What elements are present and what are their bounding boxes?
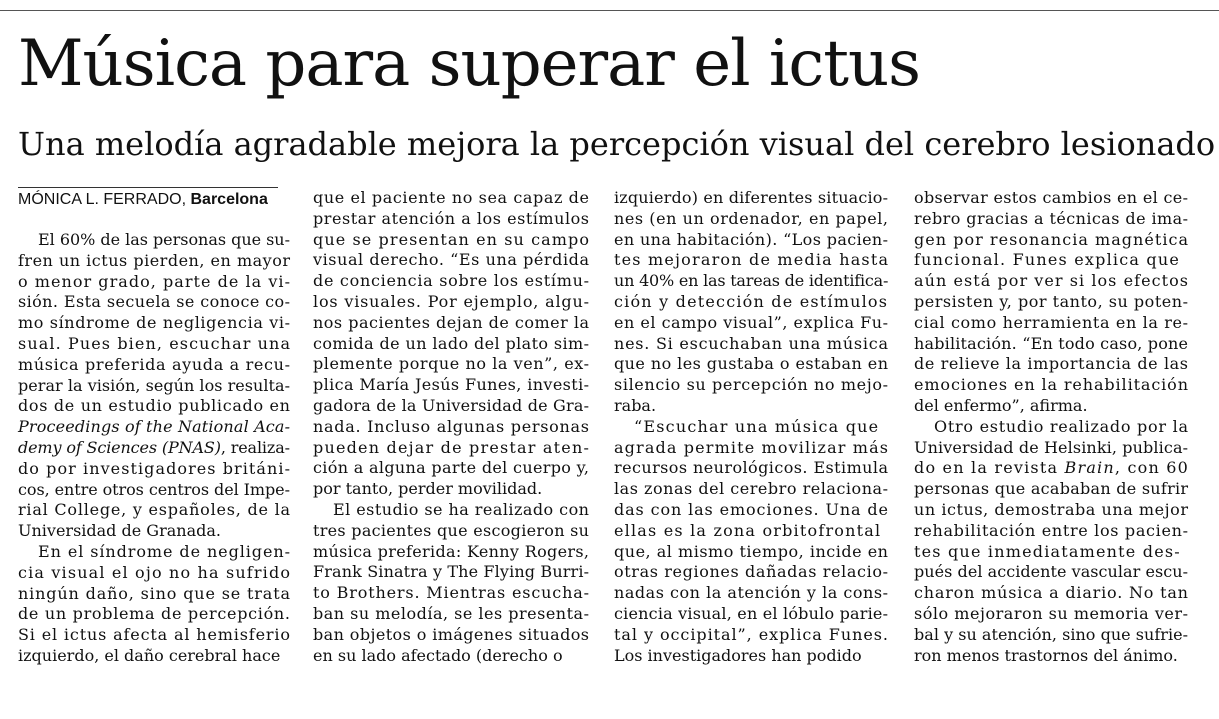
article-line: Frank Sinatra y The Flying Burri- (313, 562, 590, 582)
article-line: que el paciente no sea capaz de (313, 188, 590, 207)
article-line: ellas es la zona orbitofrontal (614, 520, 882, 540)
article-line: comida de un lado del plato sim- (313, 333, 590, 353)
article-line: las zonas del cerebro relaciona- (614, 479, 889, 499)
article-line: un ictus, demostraba una mejor (914, 499, 1189, 519)
byline (18, 188, 268, 212)
article-line: que no les gustaba o estaban en (614, 354, 889, 374)
article-line: raba. (614, 395, 657, 415)
article-line: “Escuchar una música que (634, 416, 880, 436)
article-line: to Brothers. Mientras escucha- (313, 583, 590, 603)
article-line: silencio su percepción no mejo- (614, 375, 889, 395)
article-line: tal y occipital”, explica Funes. (614, 624, 889, 644)
article-line: Otro estudio realizado por la (934, 416, 1189, 436)
article-line: perar la visión, según los resulta- (18, 375, 291, 395)
article-line: emociones en la rehabilitación (914, 375, 1189, 395)
article-line: ción y detección de estímulos (614, 291, 889, 311)
article-line: do por investigadores británi- (18, 458, 292, 478)
article-line: visual derecho. “Es una pérdida (313, 250, 590, 270)
article-line: tes que inmediatamente des- (914, 541, 1181, 561)
article-line: plica María Jesús Funes, investi- (313, 375, 590, 395)
article-line: que se presentan en su campo (313, 229, 591, 249)
article-line: nos pacientes dejan de comer la (313, 312, 590, 332)
article-line: Universidad de Helsinki, publica- (914, 437, 1189, 457)
article-line: rebro gracias a técnicas de ima- (914, 208, 1189, 228)
article-line: los visuales. Por ejemplo, algu- (313, 291, 590, 311)
article-line: del enfermo”, afirma. (914, 395, 1088, 415)
article-line: un 40% en las tareas de identifica- (614, 271, 889, 291)
article-line: Proceedings of the National Aca- (18, 417, 291, 437)
article-line: plemente porque no la ven”, ex- (313, 354, 590, 374)
article-line: do en la revista Brain, con 60 (914, 458, 1190, 478)
article-line: izquierdo) en diferentes situacio- (614, 188, 889, 207)
article-line: personas que acababan de sufrir (914, 479, 1189, 499)
article-line: música preferida ayuda a recu- (18, 354, 291, 374)
article-line: ciencia visual, en el lóbulo parie- (614, 603, 889, 623)
article-line: aún está por ver si los efectos (914, 271, 1190, 291)
article-column-4 (914, 188, 1189, 666)
article-line: Los investigadores han podido (614, 645, 862, 665)
article-line: sión. Esta secuela se conoce co- (18, 292, 291, 312)
article-line: charon música a diario. No tan (914, 583, 1189, 603)
article-line: demy of Sciences (PNAS), realiza- (18, 437, 290, 457)
article-line: persisten y, por tanto, su poten- (914, 291, 1189, 311)
article-line: izquierdo, el daño cerebral hace (18, 645, 281, 665)
article-line: funcional. Funes explica que (914, 250, 1181, 270)
article-line: ban su melodía, se les presenta- (313, 603, 590, 623)
article-line: nada. Incluso algunas personas (313, 416, 590, 436)
article-line: gen por resonancia magnética (914, 229, 1190, 249)
article-line: das con las emociones. Una de (614, 499, 889, 519)
byline-city: Barcelona (190, 191, 268, 208)
article-line: mo síndrome de negligencia vi- (18, 313, 291, 333)
article-line: cia visual el ojo no ha sufrido (18, 562, 292, 582)
article-line: pués del accidente vascular escu- (914, 562, 1189, 582)
article-line: por tanto, perder movilidad. (313, 479, 543, 499)
article-line: de relieve la importancia de las (914, 354, 1189, 374)
article-line: cos, entre otros centros del Impe- (18, 479, 290, 499)
article-line: rial College, y españoles, de la (18, 500, 291, 520)
article-line: ban objetos o imágenes situados (313, 624, 590, 644)
article-line: habilitación. “En todo caso, pone (914, 333, 1189, 353)
article-line: de un problema de percepción. (18, 604, 291, 624)
article-line: ningún daño, sino que se trata (18, 583, 291, 603)
article-column-3 (614, 188, 889, 666)
article-line: gadora de la Universidad de Gra- (313, 395, 590, 415)
article-line: en una habitación). “Los pacien- (614, 229, 889, 249)
article-line: nes. Si escuchaban una música (614, 333, 889, 353)
article-line: en el campo visual”, explica Fu- (614, 312, 889, 332)
article-line: prestar atención a los estímulos (313, 208, 590, 228)
article-line: Si el ictus afecta al hemisferio (18, 625, 291, 645)
headline: Música para superar el ictus (18, 27, 920, 101)
article-line: dos de un estudio publicado en (18, 396, 291, 416)
article-line: de conciencia sobre los estímu- (313, 271, 590, 291)
article-line: tes mejoraron de media hasta (614, 250, 890, 270)
article-line: En el síndrome de negligen- (38, 541, 291, 561)
article-line: agrada permite movilizar más (614, 437, 890, 457)
article-line: tres pacientes que escogieron su (313, 520, 590, 540)
article-line: fren un ictus pierden, en mayor (18, 250, 291, 270)
article-line: recursos neurológicos. Estimula (614, 458, 889, 478)
article-line: Universidad de Granada. (18, 521, 221, 541)
article-column-2 (313, 188, 590, 666)
article-line: otras regiones dañadas relacio- (614, 562, 889, 582)
article-line: El estudio se ha realizado con (333, 499, 590, 519)
top-rule (0, 10, 1219, 11)
article-line: o menor grado, parte de la vi- (18, 271, 292, 291)
article-line: ron menos trastornos del ánimo. (914, 645, 1178, 665)
article-line: cial como herramienta en la re- (914, 312, 1189, 332)
article-line: en su lado afectado (derecho o (313, 645, 563, 665)
article-line: observar estos cambios en el ce- (914, 188, 1189, 207)
article-line: sual. Pues bien, escuchar una (18, 333, 292, 353)
article-line: nes (en un ordenador, en papel, (614, 208, 889, 228)
article-line: El 60% de las personas que su- (38, 230, 290, 249)
article-line: bal y su atención, sino que sufrie- (914, 624, 1189, 644)
article-line: música preferida: Kenny Rogers, (313, 541, 590, 561)
article-line: nadas con la atención y la cons- (614, 583, 889, 603)
article-line: rehabilitación entre los pacien- (914, 520, 1189, 540)
article-line: sólo mejoraron su memoria ver- (914, 603, 1189, 623)
subheadline: Una melodía agradable mejora la percepción visual del cerebro lesionado (18, 125, 1216, 163)
article-line: ción a alguna parte del cuerpo y, (313, 458, 590, 478)
byline-author: MÓNICA L. FERRADO, (18, 191, 187, 208)
article-column-1 (18, 230, 291, 667)
article-line: pueden dejar de prestar aten- (313, 437, 591, 457)
article-line: que, al mismo tiempo, incide en (614, 541, 889, 561)
